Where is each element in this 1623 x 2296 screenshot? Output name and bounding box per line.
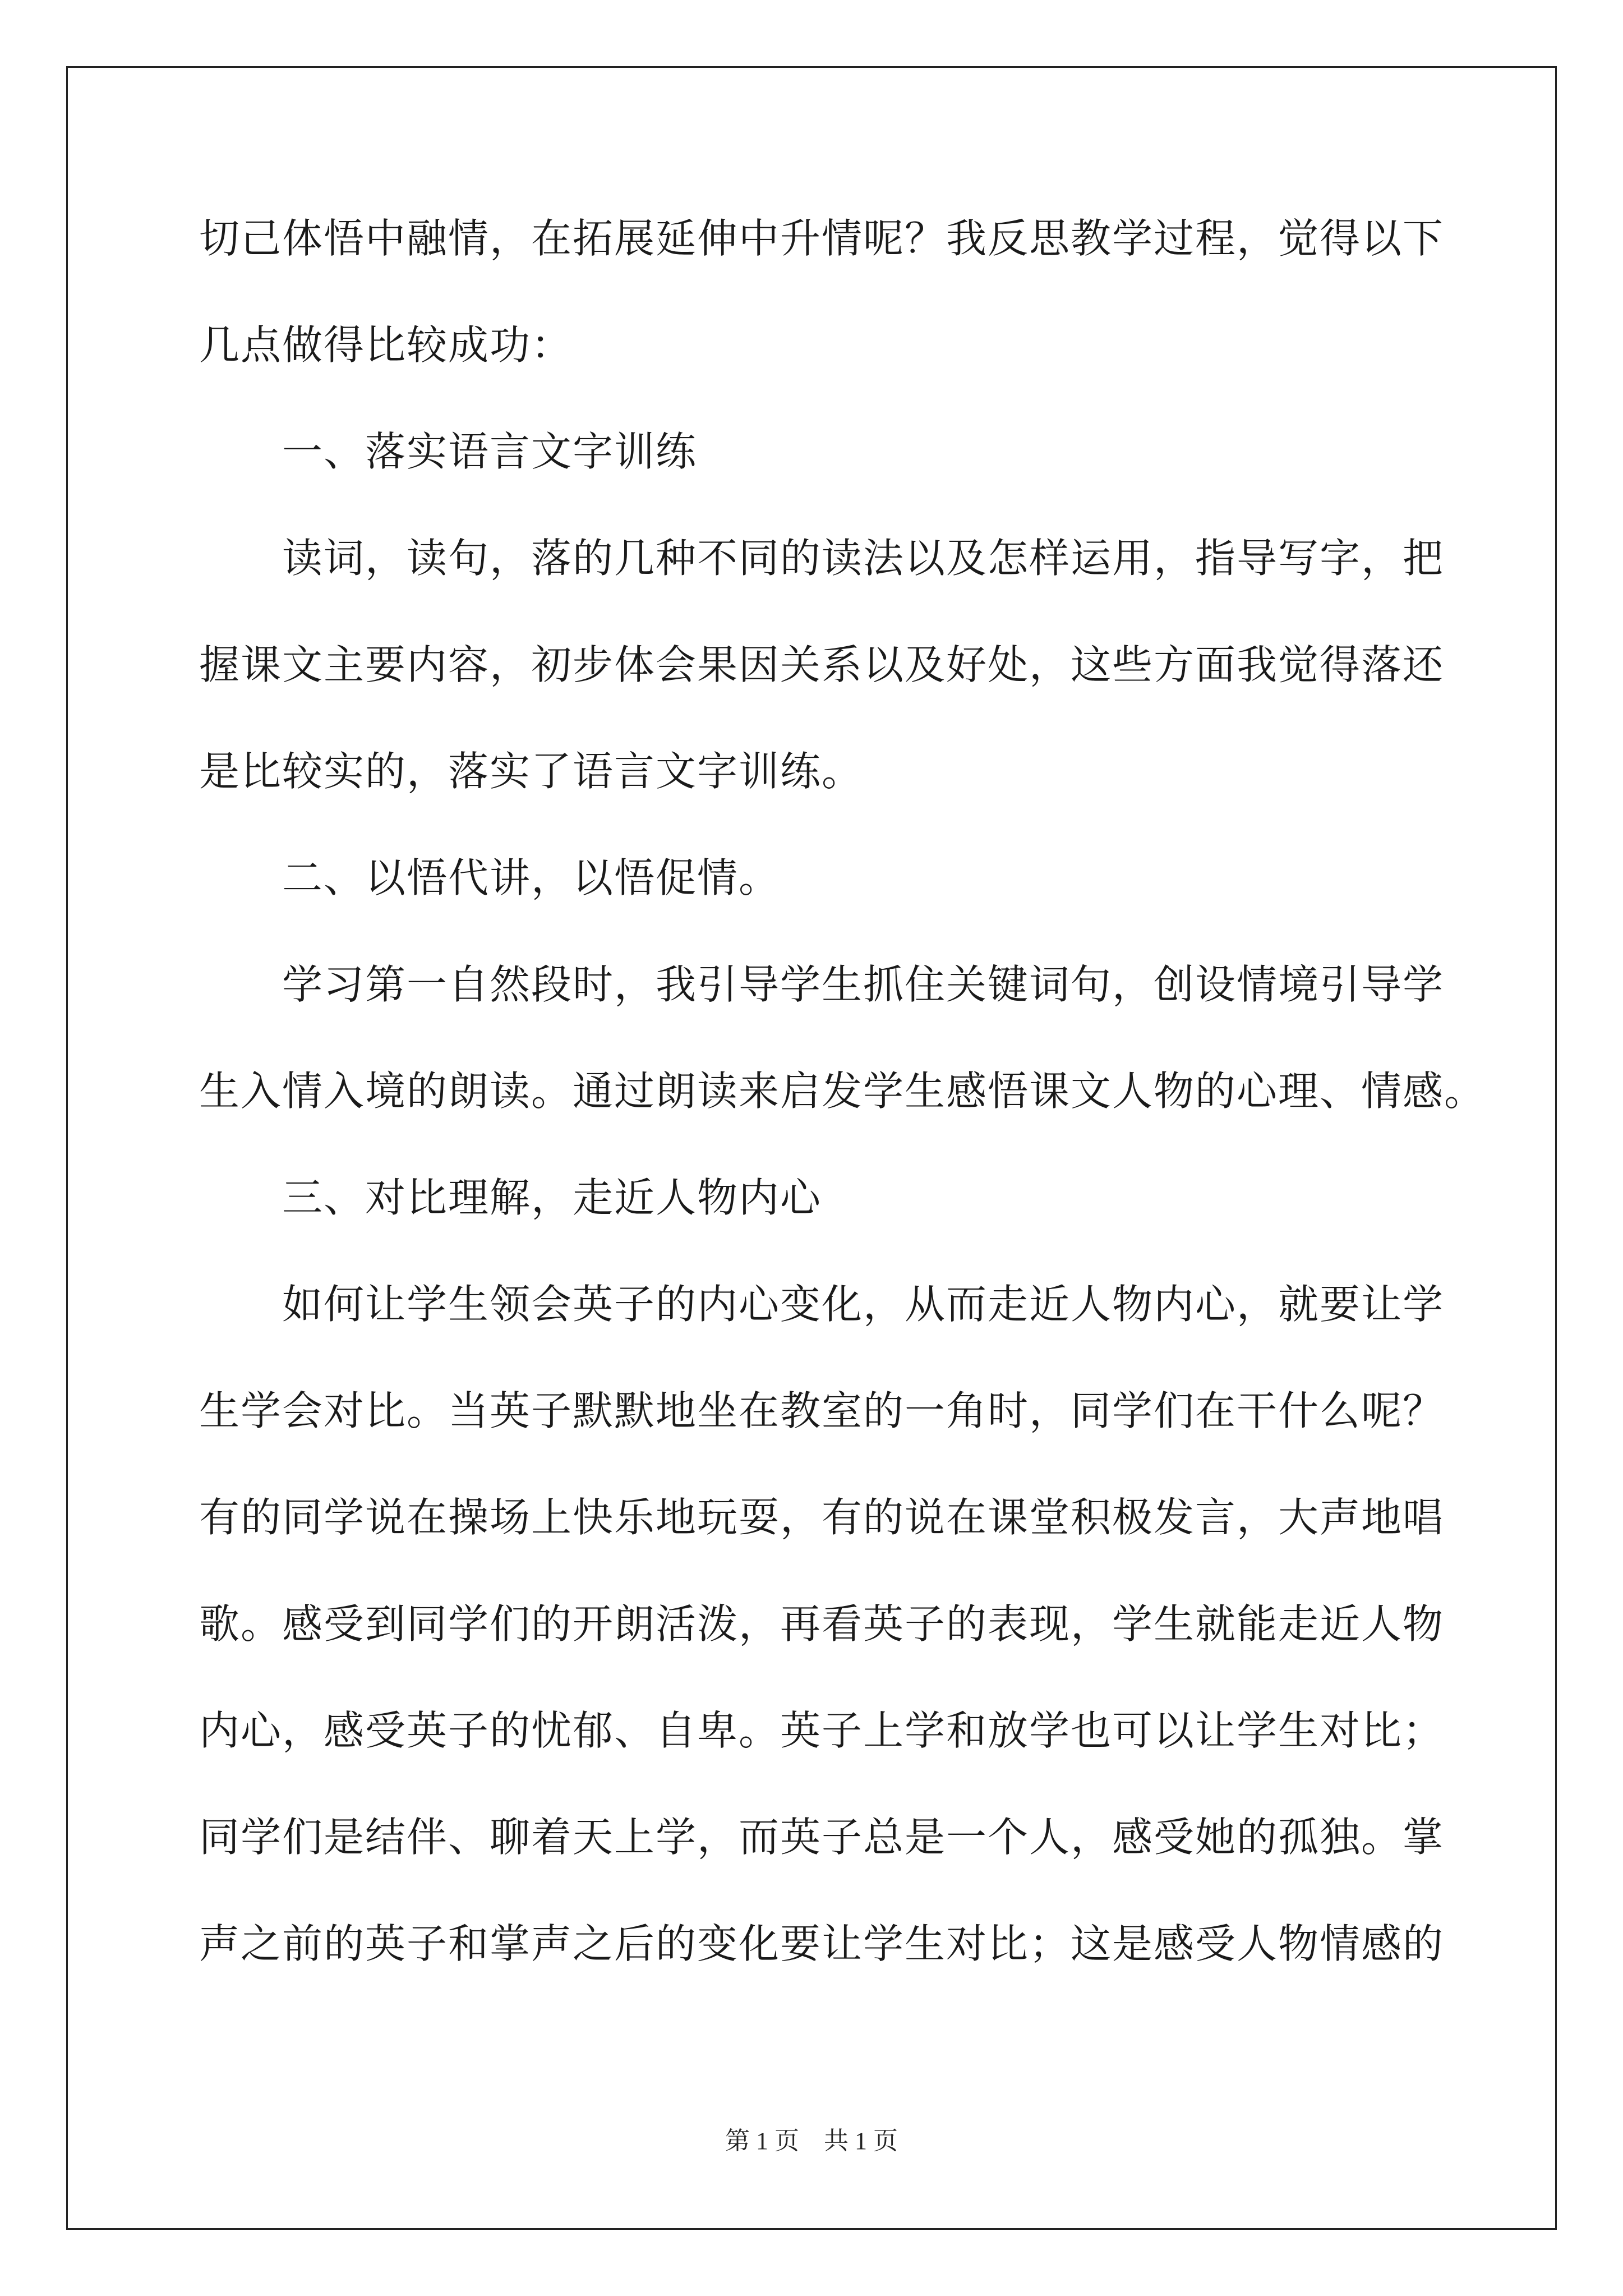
text-line: 几点做得比较成功：	[199, 321, 573, 369]
text-line: 有的同学说在操场上快乐地玩耍，有的说在课堂积极发言，大声地唱	[199, 1494, 1445, 1541]
text-line: 读词，读句，落的几种不同的读法以及怎样运用，指导写字，把	[199, 535, 1445, 582]
text-line: 是比较实的，落实了语言文字训练。	[199, 748, 864, 795]
text-line: 切己体悟中融情，在拓展延伸中升情呢？我反思教学过程，觉得以下	[199, 215, 1445, 262]
text-line: 生入情入境的朗读。通过朗读来启发学生感悟课文人物的心理、情感。	[199, 1068, 1486, 1115]
section-heading: 三、对比理解，走近人物内心	[199, 1174, 822, 1221]
text-line: 声之前的英子和掌声之后的变化要让学生对比；这是感受人物情感的	[199, 1920, 1445, 1967]
section-heading: 一、落实语言文字训练	[199, 428, 698, 475]
text-line: 如何让学生领会英子的内心变化，从而走近人物内心，就要让学	[199, 1281, 1445, 1328]
text-line: 内心，感受英子的忧郁、自卑。英子上学和放学也可以让学生对比；	[199, 1707, 1445, 1754]
page-border	[66, 66, 1557, 2230]
text-line: 歌。感受到同学们的开朗活泼，再看英子的表现，学生就能走近人物	[199, 1600, 1445, 1648]
text-line: 学习第一自然段时，我引导学生抓住关键词句，创设情境引导学	[199, 961, 1445, 1008]
text-line: 同学们是结伴、聊着天上学，而英子总是一个人，感受她的孤独。掌	[199, 1814, 1445, 1861]
text-line: 握课文主要内容，初步体会果因关系以及好处，这些方面我觉得落还	[199, 641, 1445, 688]
page-number-footer: 第 1 页 共 1 页	[725, 2127, 898, 2155]
section-heading: 二、以悟代讲，以悟促情。	[199, 854, 781, 901]
text-line: 生学会对比。当英子默默地坐在教室的一角时，同学们在干什么呢？	[199, 1387, 1445, 1434]
